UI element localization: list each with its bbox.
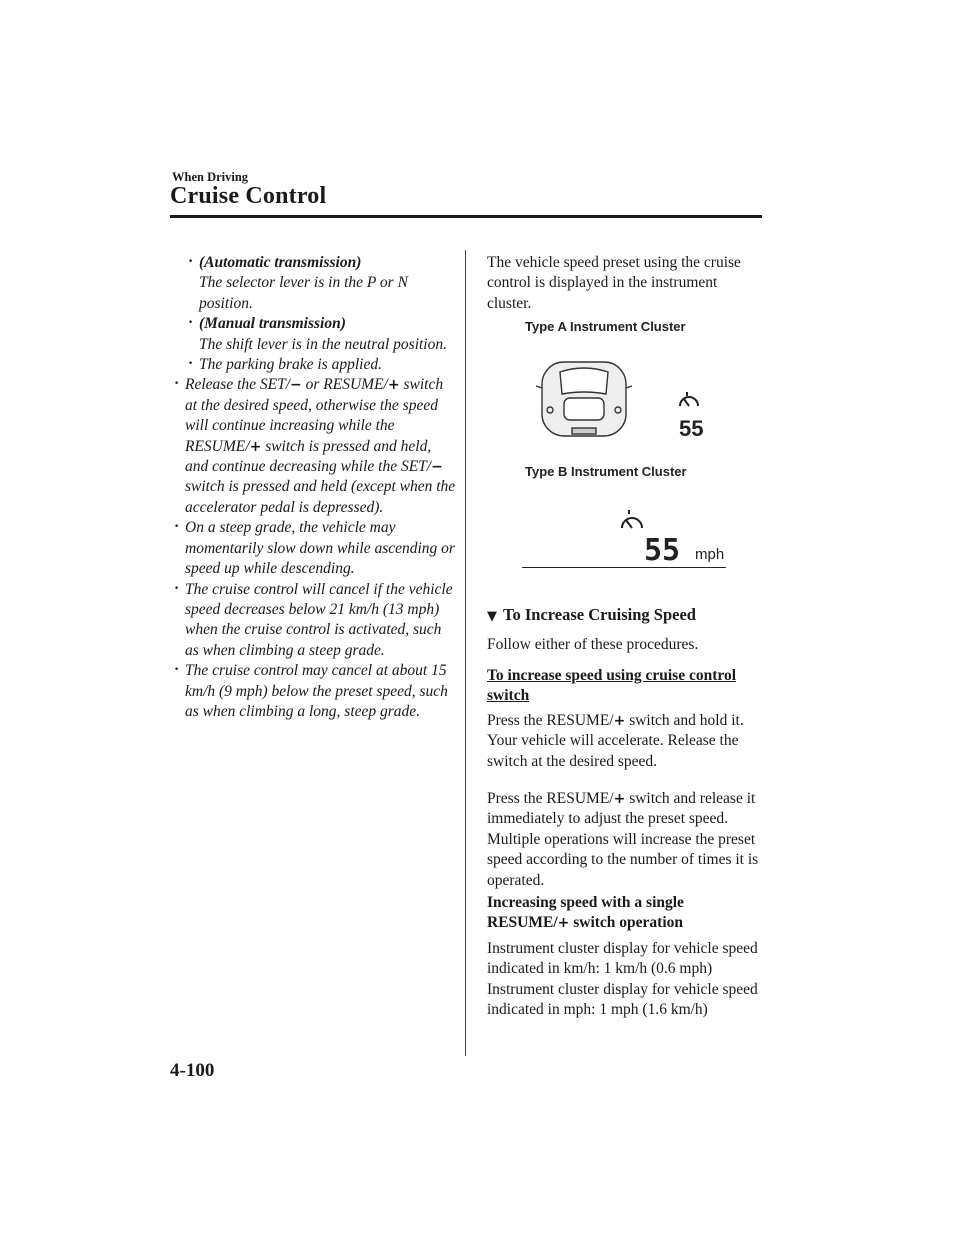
list-item: · (Manual transmission) The shift lever is in the neutral position. [186, 314, 457, 355]
list-item: · The cruise control may cancel at about 15 km/h (9 mph) below the preset speed, such as when climbing a long, steep grade. [172, 661, 457, 722]
plus-icon: + [387, 377, 400, 394]
section-heading: ▼ To Increase Cruising Speed [487, 605, 696, 624]
paragraph: Instrument cluster display for vehicle speed indicated in km/h: 1 km/h (0.6 mph) Instrument cluster display for vehicle speed indicated in mph: 1 mph (1.6 km/h) [487, 940, 758, 1019]
list-item: · Release the SET/− or RESUME/+ switch at the desired speed, otherwise the speed will continue increasing while the RESUME/+ switch is pressed and held, and continue decreasing while the SET/− switch is pressed and held (except when the accelerator pedal is depressed). [172, 375, 457, 518]
minus-icon: − [290, 377, 302, 394]
list-item: · (Automatic transmission) The selector lever is in the P or N position. [186, 253, 457, 314]
speedometer-icon [622, 510, 642, 528]
preset-speed-value: 55 [679, 416, 704, 441]
speed-unit: mph [695, 546, 725, 563]
page-title: Cruise Control [170, 183, 327, 209]
bold-subheading: Increasing speed with a single RESUME/+ switch operation [487, 894, 684, 932]
list-item: · The parking brake is applied. [186, 355, 457, 375]
paragraph: Press the RESUME/+ switch and release it immediately to adjust the preset speed. Multiple operations will increase the preset speed according to the number of times it is operated. [487, 790, 759, 889]
intro-paragraph: The vehicle speed preset using the cruise control is displayed in the instrument cluster. [487, 254, 741, 312]
plus-icon: + [249, 438, 262, 455]
page-number: 4-100 [170, 1060, 215, 1081]
minus-icon: − [431, 459, 443, 476]
list-item: · The cruise control will cancel if the vehicle speed decreases below 21 km/h (13 mph) when the cruise control is activated, such as when climbing a steep grade. [172, 580, 457, 662]
left-column [172, 253, 457, 722]
column-divider [465, 250, 466, 1056]
preset-speed-value: 55 [644, 533, 681, 564]
speedometer-icon [680, 392, 698, 406]
list-item: · On a steep grade, the vehicle may momentarily slow down while ascending or speed up while descending. [172, 518, 457, 579]
figure-label-type-b: Type B Instrument Cluster [525, 464, 687, 479]
type-b-cluster-figure [600, 506, 730, 564]
plus-icon: + [613, 791, 626, 807]
triangle-down-icon: ▼ [487, 609, 497, 624]
follow-text: Follow either of these procedures. [487, 636, 699, 653]
paragraph: Press the RESUME/+ switch and hold it. Your vehicle will accelerate. Release the switch at the desired speed. [487, 712, 744, 770]
header-rule [170, 215, 762, 218]
sub-heading: To increase speed using cruise control switch [487, 667, 737, 705]
plus-icon: + [557, 915, 570, 932]
section-label: When Driving [172, 170, 249, 184]
figure-underline [522, 567, 726, 568]
plus-icon: + [613, 713, 626, 729]
figure-label-type-a: Type A Instrument Cluster [525, 319, 686, 334]
type-a-cluster-figure [530, 358, 720, 442]
car-top-view-icon [536, 362, 632, 436]
